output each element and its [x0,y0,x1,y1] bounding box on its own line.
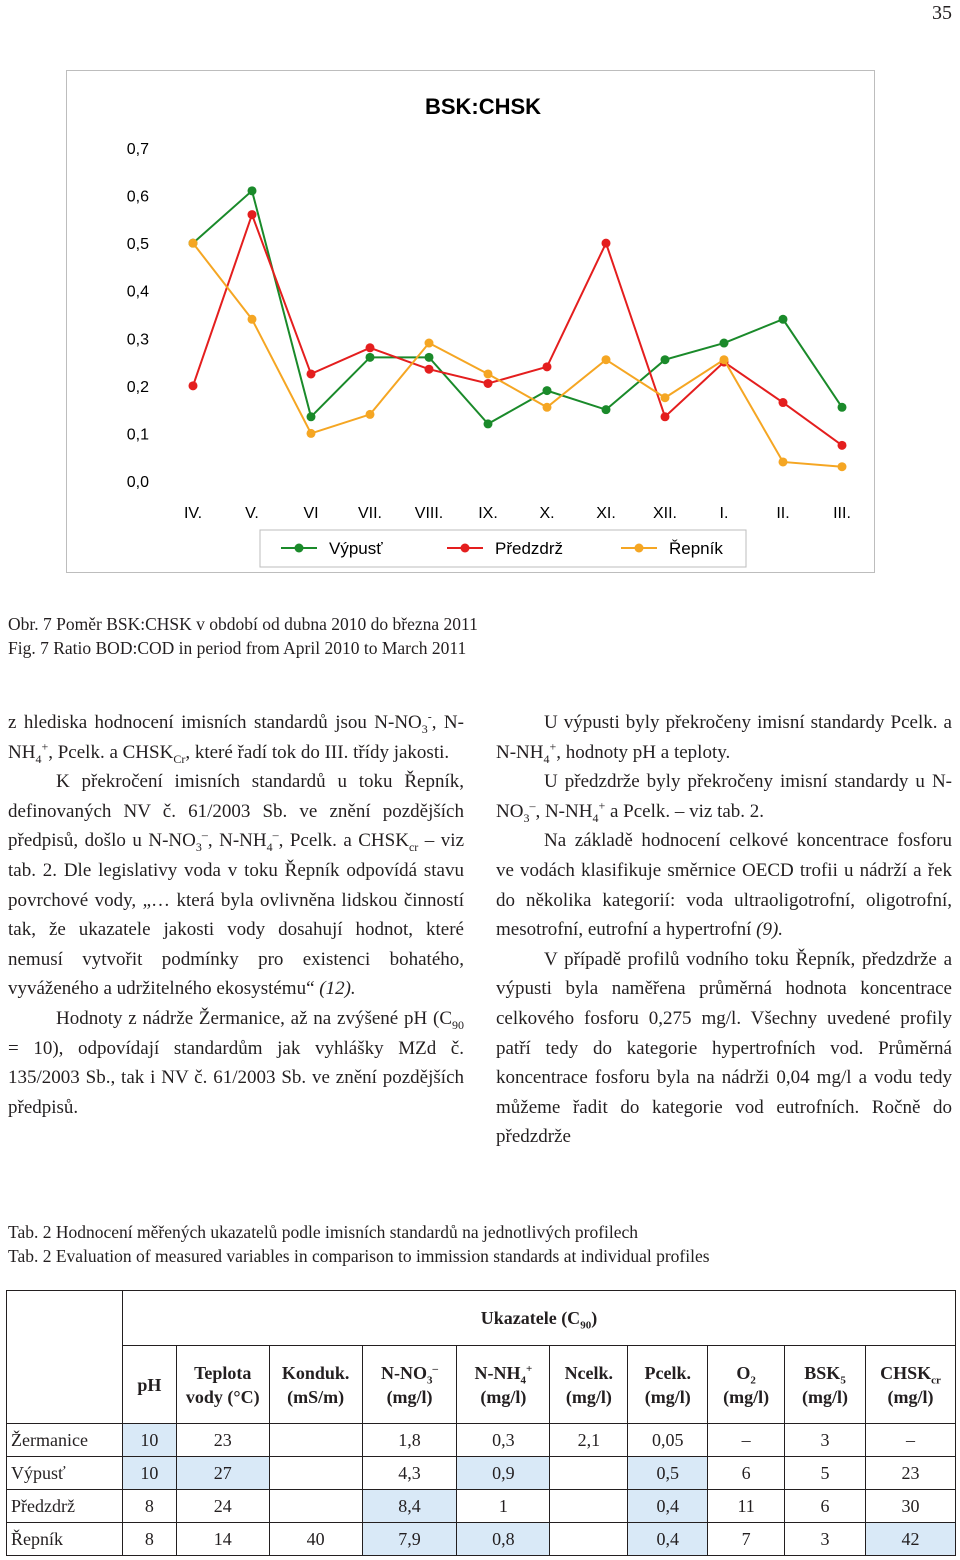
right-paragraph-3: Na základě hodnocení celkové koncentrace fosforu ve vodách klasifikuje směrnice OECD trofii u nádrží a řek do několika kategorií: voda ultraoligotrofní, oligotrofní, mesotrofní, eutrofní a hypertrofní (9). [496,830,952,941]
table-row [7,1424,956,1457]
right-paragraph-1: U výpusti byly překročeny imisní standardy Pcelk. a $N-NH_4^+$, hodnoty pH a teploty. [496,712,952,766]
data-point [602,355,611,364]
data-point [366,353,375,362]
table-cell: 8 [122,1523,176,1556]
header-nh4: $N-NH_4^+$ (mg/l) [457,1346,550,1424]
row-label: Předzdrž [7,1490,123,1523]
table-cell: 0,05 [628,1424,708,1457]
table-corner-cell [7,1291,123,1424]
chart-canvas [67,71,876,574]
data-point [661,393,670,402]
table-cell: 0,4 [628,1523,708,1556]
series-line [193,191,842,424]
table-cell: 2,1 [550,1424,628,1457]
chart-title: BSK:CHSK [424,94,542,119]
header-no3: $N-NO_3^-$ (mg/l) [362,1346,457,1424]
right-paragraph-4: V případě profilů vodního toku Řepník, předzdrže a výpusti byla naměřena průměrná hodnota koncentrace celkového fosforu 0,275 mg/l. Všechny uvedené profily patří tedy do kategorie hypertrofních vod. Průměrná koncentrace fosforu byla na nádrži 0,04 mg/l a vodu tedy můžeme řadit do kategorie vod eutrofních. Ročně do předzdrže [496,948,952,1148]
table-cell: 0,9 [457,1457,550,1490]
data-point [484,419,493,428]
table-cell: 40 [269,1523,362,1556]
data-point [602,405,611,414]
table-cell: – [866,1424,956,1457]
data-point [720,355,729,364]
legend-label: Výpusť [329,539,383,558]
right-paragraph-2: U předzdrže byly překročeny imisní standardy u $N-NO_3^-$, $N-NH_4^+$ a Pcelk. – viz tab. 2. [496,771,952,825]
data-point [307,429,316,438]
x-tick-label: IX. [478,505,498,522]
data-point [838,462,847,471]
header-bsk: $BSK_5$ (mg/l) [785,1346,866,1424]
figure-caption-cz: Obr. 7 Poměr BSK:CHSK v období od dubna 2010 do března 2011 [8,614,478,634]
table-group-header-row [7,1291,956,1346]
header-chsk: $CHSK_{cr}$ (mg/l) [866,1346,956,1424]
legend-marker [295,544,304,553]
table-row [7,1490,956,1523]
data-point [366,343,375,352]
table-cell: 42 [866,1523,956,1556]
y-tick-label: 0,4 [126,283,149,301]
table-cell: 6 [785,1490,866,1523]
legend-marker [461,544,470,553]
data-point [425,339,434,348]
table-cell: 0,4 [628,1490,708,1523]
table-cell: 3 [785,1523,866,1556]
data-point [779,315,788,324]
table-cell: 7 [708,1523,785,1556]
table-cell: 27 [176,1457,269,1490]
header-konduk: Konduk. (mS/m) [269,1346,362,1424]
row-label: Žermanice [7,1424,123,1457]
figure-caption-en: Fig. 7 Ratio BOD:COD in period from April 2010 to March 2011 [8,638,467,658]
table-cell: 24 [176,1490,269,1523]
table-cell [550,1490,628,1523]
table-cell: – [708,1424,785,1457]
left-paragraph-3: Hodnoty z nádrže Žermanice, až na zvýšené pH $(C_{90} = 10)$, odpovídají standardům jak vyhlášky MZd č. 135/2003 Sb., tak i NV č. 61/2003 Sb. ve znění pozdějších předpisů. [8,1007,464,1118]
x-tick-label: I. [719,505,729,522]
table-cell: 8,4 [362,1490,457,1523]
row-label: Výpusť [7,1457,123,1490]
table-row [7,1457,956,1490]
header-teplota: Teplota vody (°C) [176,1346,269,1424]
table-cell: 23 [866,1457,956,1490]
table-cell: 30 [866,1490,956,1523]
data-point [307,412,316,421]
data-point [543,386,552,395]
data-point [248,315,257,324]
data-table [6,1290,956,1556]
series-line [193,215,842,446]
data-point [484,369,493,378]
data-point [543,362,552,371]
x-tick-label: III. [833,505,851,522]
table-cell: 7,9 [362,1523,457,1556]
x-tick-label: IV. [183,505,203,522]
y-tick-label: 0,7 [126,141,149,158]
data-point [838,441,847,450]
x-tick-label: XI. [596,505,616,522]
data-point [425,353,434,362]
y-tick-label: 0,0 [126,474,149,491]
header-ph: pH [122,1346,176,1424]
data-point [484,379,493,388]
table-cell: 23 [176,1424,269,1457]
data-point [248,186,257,195]
table-cell: 0,5 [628,1457,708,1490]
legend-marker [635,544,644,553]
x-tick-label: V. [245,505,259,522]
header-pcelk: Pcelk. (mg/l) [628,1346,708,1424]
left-paragraph-2: K překročení imisních standardů u toku Řepník, definovaných NV č. 61/2003 Sb. ve znění pozdějších předpisů, došlo u $N-NO_3^-$, $N-NH_4^-$, Pcelk. a $CHSK_{cr}$ – viz tab. 2. Dle legislativy voda v toku Řepník odpovídá stavu povrchové vody, „… která byla ovlivněna lidskou činností tak, že ukazatele jakosti vody dosahují hodnot, které nemusí vytvořit podmínky pro existenci bohatého, vyváženého a udržitelného ekosystému“ (12). [8,771,464,1000]
data-point [189,381,198,390]
data-point [366,410,375,419]
x-tick-label: VIII. [414,505,444,522]
data-point [661,355,670,364]
table-cell: 11 [708,1490,785,1523]
data-point [425,365,434,374]
x-tick-label: VI [303,505,319,522]
table-cell: 8 [122,1490,176,1523]
row-label: Řepník [7,1523,123,1556]
table-cell: 3 [785,1424,866,1457]
y-tick-label: 0,1 [126,426,149,444]
table-cell [269,1424,362,1457]
header-o2: $O_2$ (mg/l) [708,1346,785,1424]
data-point [248,210,257,219]
table-cell [550,1523,628,1556]
y-tick-label: 0,6 [126,188,149,206]
data-point [543,403,552,412]
table-body [7,1424,956,1556]
table-cell: 4,3 [362,1457,457,1490]
legend-label: Předzdrž [495,539,564,558]
table-cell: 0,8 [457,1523,550,1556]
table-caption-cz: Tab. 2 Hodnocení měřených ukazatelů podle imisních standardů na jednotlivých profilech [8,1222,639,1242]
y-tick-label: 0,3 [126,331,149,349]
data-point [838,403,847,412]
header-ncelk: Ncelk. (mg/l) [550,1346,628,1424]
right-column [496,708,952,1152]
data-point [307,369,316,378]
table-header-row [7,1346,956,1424]
series-line [193,243,842,467]
table-cell: 10 [122,1457,176,1490]
page-number: 35 [932,2,952,24]
data-point [779,398,788,407]
data-point [720,339,729,348]
x-tick-label: X. [539,505,555,522]
y-tick-label: 0,2 [126,378,149,396]
table-cell: 1 [457,1490,550,1523]
table-cell [269,1457,362,1490]
table-cell: 5 [785,1457,866,1490]
line-chart [66,70,875,573]
table-cell: 6 [708,1457,785,1490]
table-cell: 10 [122,1424,176,1457]
left-paragraph-1: z hlediska hodnocení imisních standardů jsou $N-NO_3^-$, $N-NH_4^+$, Pcelk. a $CHSK_{Cr}$, které řadí tok do III. třídy jakosti. [8,709,464,766]
legend-label: Řepník [669,539,723,558]
table-cell: 1,8 [362,1424,457,1457]
data-point [779,457,788,466]
data-point [189,239,198,248]
data-point [661,412,670,421]
table-cell: 14 [176,1523,269,1556]
table-row [7,1523,956,1556]
table-cell: 0,3 [457,1424,550,1457]
data-point [602,239,611,248]
x-tick-label: XII. [652,505,678,522]
table-cell [550,1457,628,1490]
table-caption-en: Tab. 2 Evaluation of measured variables in comparison to immission standards at individual profiles [8,1246,710,1266]
table-group-header: Ukazatele $(C_{90})$ [122,1291,955,1346]
x-tick-label: VII. [357,505,383,522]
left-column [8,708,464,1122]
y-tick-label: 0,5 [126,236,149,254]
x-tick-label: II. [776,505,790,522]
table-cell [269,1490,362,1523]
